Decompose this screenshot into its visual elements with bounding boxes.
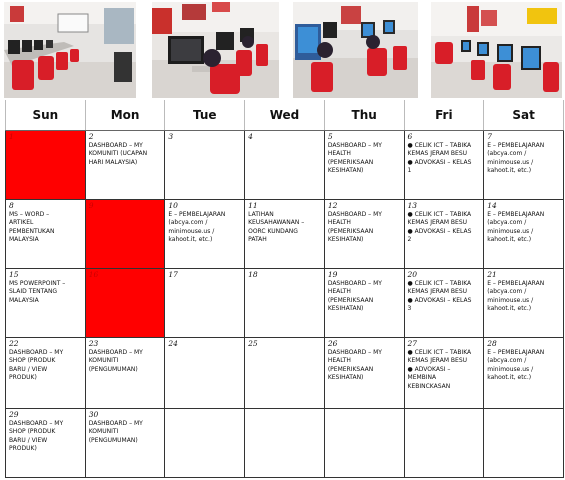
activity-text: KESIHATAN) — [327, 374, 364, 382]
day-number: 3 — [168, 132, 174, 141]
calendar-day-cell — [165, 338, 245, 409]
day-number: 28 — [487, 339, 497, 348]
activity-text: E – PEMBELAJARAN — [168, 211, 226, 218]
calendar-day-cell — [245, 131, 325, 200]
activity-text: 2 — [407, 236, 412, 244]
day-number: 4 — [248, 132, 253, 141]
calendar-day-cell — [324, 131, 404, 200]
day-number: 12 — [327, 201, 338, 210]
activity-text: KOMUNITI — [88, 428, 119, 436]
activity-text: E – PEMBELAJARAN — [487, 280, 545, 287]
activity-text: kahoot.it, etc.) — [487, 236, 532, 244]
activity-text: 3 — [407, 305, 412, 313]
day-number: 9 — [88, 201, 94, 210]
activity-text: HEALTH — [327, 288, 351, 296]
activity-text: DASHBOARD – MY — [327, 142, 382, 149]
computer-lab-photo-2 — [152, 2, 279, 98]
activity-text: ● ADVOKASI – KELAS — [407, 227, 472, 235]
activity-text: HEALTH — [327, 219, 351, 227]
weekday-header-thu: Thu — [324, 100, 404, 131]
day-number: 17 — [168, 270, 178, 279]
calendar-day-cell — [6, 409, 86, 478]
activity-text: PATAH — [248, 236, 267, 244]
day-number: 30 — [88, 410, 99, 419]
activity-text: (PEMERIKSAAN — [327, 365, 374, 373]
calendar-day-cell — [484, 200, 564, 269]
activity-text: MS – WORD – — [9, 211, 50, 218]
day-number: 5 — [327, 132, 333, 141]
day-number: 8 — [9, 201, 14, 210]
activity-text: KEMAS JERAM BESU — [407, 288, 468, 296]
weekday-header-sat: Sat — [484, 100, 564, 131]
calendar-day-cell — [324, 409, 404, 478]
activity-text: ● CELIK ICT – TABIKA — [407, 280, 472, 287]
activity-text: E – PEMBELAJARAN — [487, 349, 545, 356]
day-number: 21 — [487, 270, 497, 279]
activity-text: DASHBOARD – MY — [327, 349, 382, 356]
calendar-day-cell — [404, 200, 484, 269]
activity-text: HEALTH — [327, 150, 351, 158]
activity-text: PRODUK) — [9, 445, 37, 453]
day-number: 29 — [9, 410, 19, 419]
activity-text: ● CELIK ICT – TABIKA — [407, 211, 472, 218]
activity-text: BARU / VIEW — [9, 436, 48, 444]
activity-text: PRODUK) — [9, 374, 37, 382]
day-number: 26 — [327, 339, 338, 348]
calendar-day-cell — [404, 131, 484, 200]
day-number: 7 — [487, 132, 492, 141]
activity-text: ● CELIK ICT – TABIKA — [407, 142, 472, 149]
day-number: 23 — [88, 339, 99, 348]
calendar-day-cell — [85, 338, 165, 409]
calendar-week-row — [6, 131, 564, 200]
activity-text: E – PEMBELAJARAN — [487, 211, 545, 218]
activity-text: minimouse.us / — [168, 227, 215, 235]
activity-text: DASHBOARD – MY — [88, 420, 143, 427]
activity-text: (PENGUMUMAN) — [88, 365, 138, 373]
activity-text: (abcya.com / — [168, 219, 208, 227]
calendar-day-cell — [484, 338, 564, 409]
activity-text: DASHBOARD – MY — [88, 142, 143, 149]
activity-text: E – PEMBELAJARAN — [487, 142, 545, 149]
activity-text: OORC KUNDANG — [248, 227, 298, 235]
day-number: 2 — [88, 132, 94, 141]
calendar-day-cell — [245, 338, 325, 409]
calendar-day-cell — [484, 131, 564, 200]
calendar-week-row — [6, 269, 564, 338]
calendar-body — [6, 131, 564, 478]
activity-text: LATIHAN — [248, 211, 274, 218]
calendar-day-cell — [6, 338, 86, 409]
activity-text: minimouse.us / — [487, 227, 534, 235]
activity-text: ● ADVOKASI – KELAS — [407, 296, 472, 304]
day-number: 14 — [487, 201, 497, 210]
calendar-day-cell — [324, 338, 404, 409]
activity-text: kahoot.it, etc.) — [487, 167, 532, 175]
calendar-day-cell — [85, 131, 165, 200]
activity-text: ● ADVOKASI – KELAS — [407, 158, 472, 166]
activity-text: kahoot.it, etc.) — [168, 236, 213, 244]
calendar-day-cell — [85, 200, 165, 269]
activity-text: KOMUNITI (UCAPAN — [88, 150, 148, 158]
day-number: 10 — [168, 201, 178, 210]
activity-text: (abcya.com / — [487, 219, 527, 227]
weekday-header-mon: Mon — [85, 100, 165, 131]
activity-text: KEMAS JERAM BESU — [407, 219, 468, 227]
activity-text: DASHBOARD – MY — [88, 349, 143, 356]
activity-text: (PEMERIKSAAN — [327, 158, 374, 166]
calendar-day-cell — [6, 131, 86, 200]
activity-text: DASHBOARD – MY — [327, 280, 382, 287]
calendar-week-row — [6, 409, 564, 478]
day-number: 27 — [407, 339, 418, 348]
activity-text: minimouse.us / — [487, 158, 534, 166]
calendar-day-cell — [165, 200, 245, 269]
calendar-day-cell — [404, 409, 484, 478]
weekday-header-wed: Wed — [245, 100, 325, 131]
activity-text: PEMBENTUKAN — [9, 227, 55, 235]
calendar-day-cell — [245, 269, 325, 338]
calendar-week-row — [6, 200, 564, 269]
activity-text: kahoot.it, etc.) — [487, 305, 532, 313]
computer-lab-photo-4 — [431, 2, 562, 98]
activity-text: (PEMERIKSAAN — [327, 296, 374, 304]
calendar-day-cell — [245, 200, 325, 269]
activity-text: KOMUNITI — [88, 357, 119, 365]
day-number: 25 — [248, 339, 258, 348]
day-number: 18 — [248, 270, 258, 279]
activity-text: MALAYSIA — [9, 236, 39, 244]
activity-text: KESIHATAN) — [327, 167, 364, 175]
activity-text: KEUSAHAWANAN – — [248, 219, 305, 227]
activity-text: HARI MALAYSIA) — [88, 158, 138, 166]
activity-text: ● ADVOKASI – — [407, 365, 451, 373]
computer-lab-photo-1 — [4, 2, 136, 98]
calendar-day-cell — [165, 409, 245, 478]
activity-text: 1 — [407, 167, 412, 175]
activity-text: (abcya.com / — [487, 288, 527, 296]
activity-text: MEMBINA — [407, 374, 437, 382]
activity-text: (abcya.com / — [487, 357, 527, 365]
activity-text: minimouse.us / — [487, 365, 534, 373]
day-number: 24 — [168, 339, 178, 348]
day-number: 11 — [248, 201, 258, 210]
activity-text: BARU / VIEW — [9, 365, 48, 373]
calendar-day-cell — [6, 269, 86, 338]
activity-text: KEMAS JERAM BESU — [407, 150, 468, 158]
activity-text: DASHBOARD – MY — [327, 211, 382, 218]
activity-text: SLAID TENTANG — [9, 288, 58, 296]
day-number: 15 — [9, 270, 19, 279]
calendar-day-cell — [245, 409, 325, 478]
calendar-day-cell — [85, 409, 165, 478]
day-number: 1 — [9, 132, 14, 141]
activity-text: KESIHATAN) — [327, 236, 364, 244]
calendar-day-cell — [484, 409, 564, 478]
activity-text: ARTIKEL — [9, 219, 34, 227]
activity-text: (abcya.com / — [487, 150, 527, 158]
calendar-day-cell — [404, 338, 484, 409]
day-number: 6 — [407, 132, 413, 141]
photo-strip — [0, 0, 565, 100]
activity-text: MS POWERPOINT – — [9, 280, 66, 287]
day-number: 22 — [9, 339, 19, 348]
day-number: 16 — [88, 270, 99, 279]
day-number: 13 — [407, 201, 418, 210]
activity-text: (PEMERIKSAAN — [327, 227, 374, 235]
activity-text: HEALTH — [327, 357, 351, 365]
activity-text: (PENGUMUMAN) — [88, 436, 138, 444]
activity-text: KEBINCKASAN — [407, 382, 451, 390]
weekday-header-fri: Fri — [404, 100, 484, 131]
calendar-week-row — [6, 338, 564, 409]
computer-lab-photo-3 — [293, 2, 418, 98]
activity-text: DASHBOARD – MY — [9, 349, 64, 356]
activity-text: SHOP (PRODUK — [9, 357, 56, 365]
day-number: 20 — [407, 270, 418, 279]
activity-text: minimouse.us / — [487, 296, 534, 304]
activity-text: KEMAS JERAM BESU — [407, 357, 468, 365]
activity-text: SHOP (PRODUK — [9, 428, 56, 436]
calendar-day-cell — [85, 269, 165, 338]
weekday-header-row — [6, 100, 564, 131]
activity-text: KESIHATAN) — [327, 305, 364, 313]
calendar-day-cell — [165, 269, 245, 338]
activity-text: ● CELIK ICT – TABIKA — [407, 349, 472, 356]
activity-text: DASHBOARD – MY — [9, 420, 64, 427]
activity-text: kahoot.it, etc.) — [487, 374, 532, 382]
monthly-calendar — [5, 100, 564, 478]
weekday-header-sun: Sun — [6, 100, 86, 131]
weekday-header-tue: Tue — [165, 100, 245, 131]
calendar-day-cell — [484, 269, 564, 338]
calendar-day-cell — [404, 269, 484, 338]
calendar-day-cell — [324, 200, 404, 269]
calendar-day-cell — [165, 131, 245, 200]
calendar-day-cell — [6, 200, 86, 269]
day-number: 19 — [327, 270, 338, 279]
calendar-day-cell — [324, 269, 404, 338]
activity-text: MALAYSIA — [9, 296, 39, 304]
